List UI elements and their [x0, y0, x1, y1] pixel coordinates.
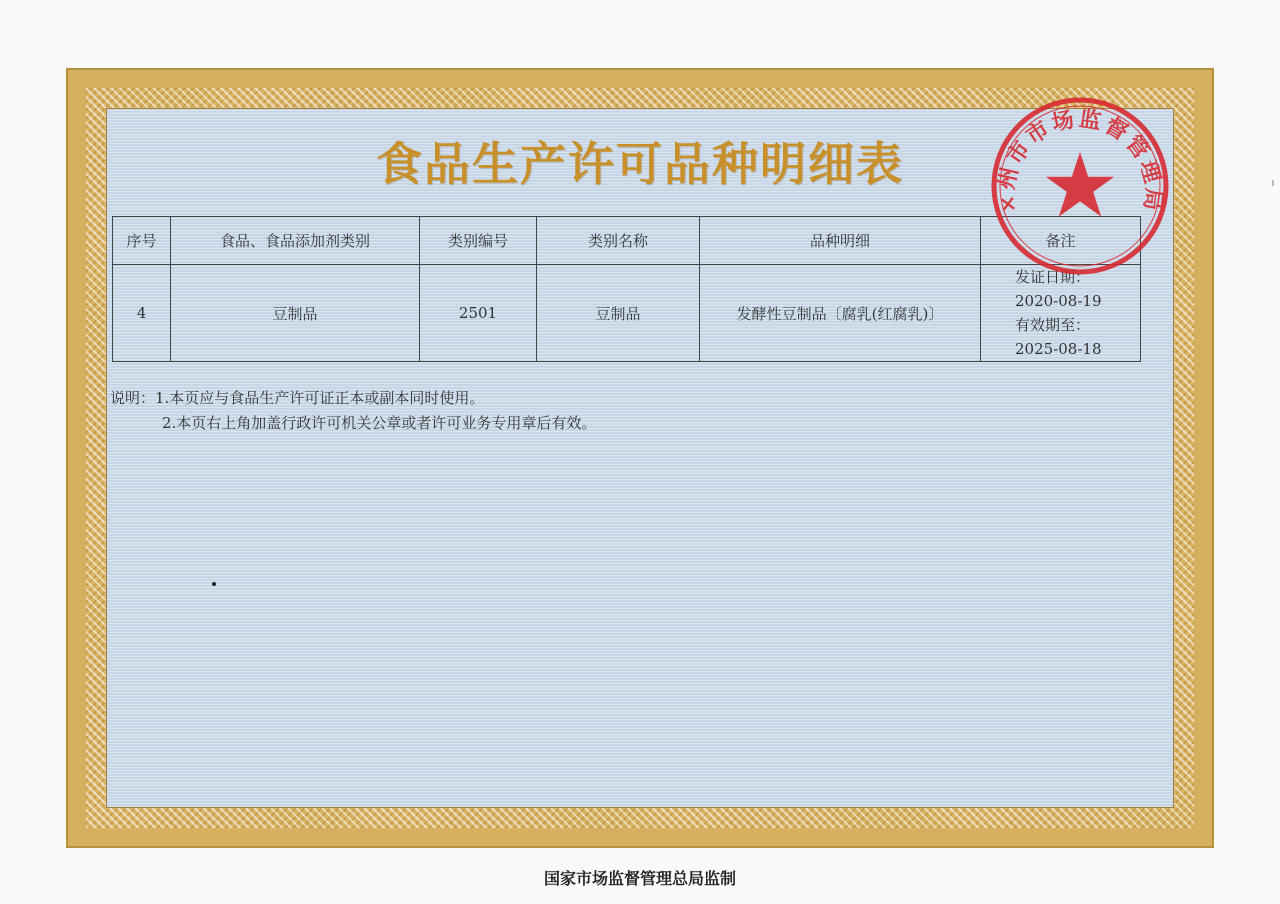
header-remarks: 备注 [981, 217, 1141, 265]
cell-category-name: 豆制品 [537, 265, 700, 362]
header-category-name: 类别名称 [537, 217, 700, 265]
cell-category-code: 2501 [420, 265, 537, 362]
header-serial-no: 序号 [113, 217, 171, 265]
instruction-line-1: 说明：1.本页应与食品生产许可证正本或副本同时使用。 [110, 389, 485, 407]
header-category-code: 类别编号 [420, 217, 537, 265]
header-food-category: 食品、食品添加剂类别 [171, 217, 420, 265]
footer-issuer: 国家市场监督管理总局监制 [543, 869, 736, 888]
document-title: 食品生产许可品种明细表 [376, 137, 904, 191]
instruction-line-2: 2.本页右上角加盖行政许可机关公章或者许可业务专用章后有效。 [162, 414, 597, 432]
table-row [113, 265, 1141, 362]
header-variety-detail: 品种明细 [700, 217, 981, 265]
variety-table [112, 216, 1141, 362]
cell-remarks [981, 265, 1141, 362]
remark-expiry-label: 有效期至： [1015, 316, 1091, 334]
cell-food-category: 豆制品 [171, 265, 420, 362]
remark-issue-label: 发证日期： [1015, 268, 1091, 286]
star-icon [1046, 152, 1114, 217]
scan-speck [212, 582, 216, 586]
remark-expiry-date: 2025-08-18 [1015, 340, 1102, 358]
instructions [110, 386, 596, 436]
cell-variety-detail: 发酵性豆制品〔腐乳(红腐乳)〕 [700, 265, 981, 362]
official-seal-stamp [988, 94, 1172, 278]
table-header-row [113, 217, 1141, 265]
seal-text: ×州市市场监督管理局 [993, 105, 1167, 216]
scan-mark [1272, 180, 1274, 186]
cell-serial-no: 4 [113, 265, 171, 362]
remark-issue-date: 2020-08-19 [1015, 292, 1102, 310]
